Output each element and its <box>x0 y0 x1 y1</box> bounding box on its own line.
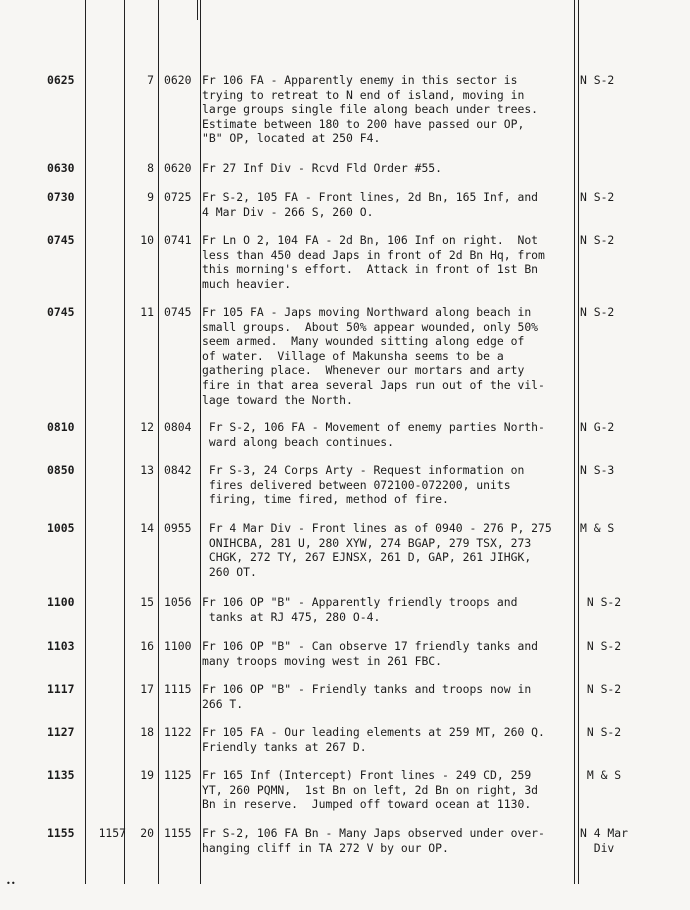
time-field: 0745 <box>47 233 75 247</box>
time-in-field: 0804 <box>164 420 192 434</box>
serial-number: 19 <box>140 768 154 782</box>
time-field: 0810 <box>47 420 75 434</box>
action-taken: N S-2 <box>580 595 622 609</box>
column-rule-2 <box>124 0 125 884</box>
time-in-field: 1115 <box>164 682 192 696</box>
message-text: Fr Ln O 2, 104 FA - 2d Bn, 106 Inf on right. Not less than 450 dead Japs in front of 2d Bn Hq, from this morning's effort. Attack in front of 1st Bn much heavier. <box>202 233 545 291</box>
column-rule-1 <box>85 0 86 884</box>
message-text: Fr S-2, 106 FA - Movement of enemy parties North- ward along beach continues. <box>208 420 545 449</box>
time-field: 0625 <box>47 73 75 87</box>
serial-number: 15 <box>140 595 154 609</box>
time-in-field: 0725 <box>164 190 192 204</box>
serial-number: 7 <box>147 73 154 87</box>
message-text: Fr 165 Inf (Intercept) Front lines - 249 CD, 259 YT, 260 PQMN, 1st Bn on left, 2d Bn on right, 3d Bn in reserve. Jumped off toward ocean at 1130. <box>202 768 539 812</box>
time-field: 1155 <box>47 826 75 840</box>
time-in-field: 1125 <box>164 768 192 782</box>
serial-number: 10 <box>140 233 154 247</box>
time-field: 1100 <box>47 595 75 609</box>
serial-number: 17 <box>140 682 154 696</box>
time-field: 0630 <box>47 161 75 175</box>
serial-number: 9 <box>147 190 154 204</box>
action-taken: M & S <box>580 521 615 535</box>
action-taken: N S-2 <box>580 233 615 247</box>
time-in-field: 0842 <box>164 463 192 477</box>
time-in-field: 0620 <box>164 161 192 175</box>
message-text: Fr 105 FA - Our leading elements at 259 MT, 260 Q. Friendly tanks at 267 D. <box>202 725 545 754</box>
time-in-field: 0620 <box>164 73 192 87</box>
time-in-field: 1155 <box>164 826 192 840</box>
serial-number: 13 <box>140 463 154 477</box>
action-taken: N 4 Mar Div <box>580 826 629 855</box>
action-taken: N S-2 <box>580 73 615 87</box>
action-taken: N S-2 <box>580 639 622 653</box>
action-taken: N G-2 <box>580 420 615 434</box>
time-in-field: 0741 <box>164 233 192 247</box>
serial-number: 16 <box>140 639 154 653</box>
column-rule-7 <box>578 0 579 884</box>
message-text: Fr 4 Mar Div - Front lines as of 0940 - 276 P, 275 ONIHCBA, 281 U, 280 XYW, 274 BGAP, 279 TSX, 273 CHGK, 272 TY, 267 EJNSX, 261 D, GAP, 261 JIHGK, 260 OT. <box>208 521 552 579</box>
serial-number: 20 <box>140 826 154 840</box>
time-in-field: 1056 <box>164 595 192 609</box>
action-taken: N S-2 <box>580 190 615 204</box>
time-in-field: 1122 <box>164 725 192 739</box>
scan-mark: •• <box>6 879 16 888</box>
time-field: 0850 <box>47 463 75 477</box>
time-in-field: 0745 <box>164 305 192 319</box>
time-in-field: 1100 <box>164 639 192 653</box>
serial-number: 11 <box>140 305 154 319</box>
message-text: Fr 106 OP "B" - Can observe 17 friendly tanks and many troops moving west in 261 FBC. <box>202 639 539 668</box>
action-taken: N S-2 <box>580 682 622 696</box>
time-sent-field: 1157 <box>98 826 126 840</box>
message-text: Fr 106 FA - Apparently enemy in this sector is trying to retreat to N end of island, moving in large groups single file along beach under trees. Estimate between 180 to 200 have passed our OP, "B" OP, located at 250 F4. <box>202 73 539 146</box>
action-taken: N S-3 <box>580 463 615 477</box>
serial-number: 18 <box>140 725 154 739</box>
column-rule-5 <box>197 0 198 20</box>
column-rule-4 <box>200 0 201 884</box>
serial-number: 12 <box>140 420 154 434</box>
message-text: Fr S-2, 105 FA - Front lines, 2d Bn, 165 Inf, and 4 Mar Div - 266 S, 260 O. <box>202 190 539 219</box>
message-text: Fr S-2, 106 FA Bn - Many Japs observed under over- hanging cliff in TA 272 V by our OP. <box>202 826 545 855</box>
action-taken: N S-2 <box>580 725 622 739</box>
message-text: Fr S-3, 24 Corps Arty - Request information on fires delivered between 072100-072200, units firing, time fired, method of fire. <box>208 463 525 507</box>
serial-number: 14 <box>140 521 154 535</box>
time-field: 1135 <box>47 768 75 782</box>
column-rule-3 <box>158 0 159 884</box>
time-field: 1127 <box>47 725 75 739</box>
time-field: 0730 <box>47 190 75 204</box>
time-in-field: 0955 <box>164 521 192 535</box>
time-field: 1117 <box>47 682 75 696</box>
message-text: Fr 106 OP "B" - Friendly tanks and troops now in 266 T. <box>202 682 532 711</box>
column-rule-6 <box>574 0 575 884</box>
action-taken: M & S <box>580 768 622 782</box>
message-text: Fr 105 FA - Japs moving Northward along beach in small groups. About 50% appear wounded, only 50% seem armed. Many wounded sitting along edge of of water. Village of Makunsha seems to be a gathering place. Whenever our mortars and arty fire in that area several Japs run out of the vil- lage toward the North. <box>202 305 545 407</box>
message-text: Fr 106 OP "B" - Apparently friendly troops and tanks at RJ 475, 280 O-4. <box>202 595 518 624</box>
serial-number: 8 <box>147 161 154 175</box>
action-taken: N S-2 <box>580 305 615 319</box>
time-field: 1103 <box>47 639 75 653</box>
message-text: Fr 27 Inf Div - Rcvd Fld Order #55. <box>202 161 443 175</box>
time-field: 0745 <box>47 305 75 319</box>
time-field: 1005 <box>47 521 75 535</box>
